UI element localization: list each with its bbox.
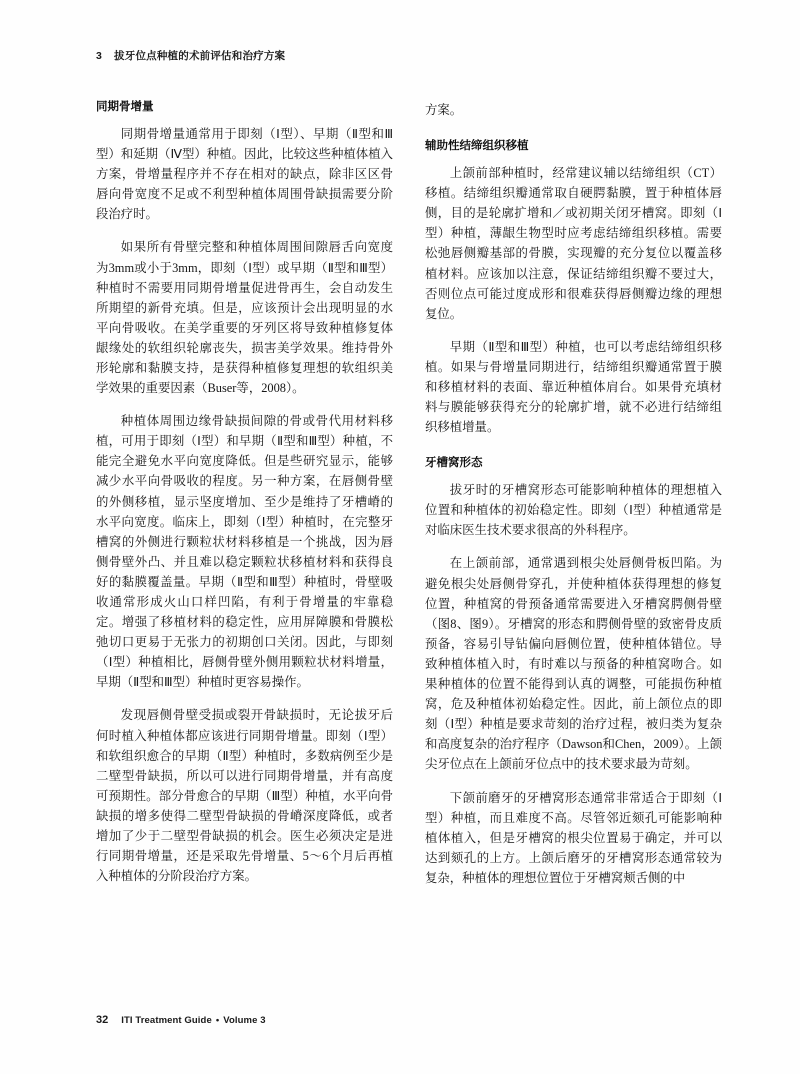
paragraph: 拔牙时的牙槽窝形态可能影响种植体的理想植入位置和种植体的初始稳定性。即刻（Ⅰ型）种植通常是对临床医生技术要求很高的外科程序。 [425,483,722,538]
page-footer [96,1014,722,1026]
chapter-title: 拔牙位点种植的术前评估和治疗方案 [114,50,286,62]
paragraph: 发现唇侧骨壁受损或裂开骨缺损时，无论拔牙后何时植入种植体都应该进行同期骨增量。即刻（Ⅰ型）和软组织愈合的早期（Ⅱ型）种植时，多数病例至少是二壁型骨缺损，所以可以进行同期骨增量，并有高度可预期性。部分骨愈合的早期（Ⅲ型）种植，水平向骨缺损的增多使得二壁型骨缺损的骨嵴深度降低，或者增加了少于二壁型骨缺损的机会。医生必须决定是进行同期骨增量，还是采取先骨增量、5～6个月后再植入种植体的分阶段治疗方案。 [96,708,393,884]
paragraph-continuation: 方案。 [425,103,463,117]
body-columns [96,100,722,980]
paragraph: 如果所有骨壁完整和种植体周围间隙唇舌向宽度为3mm或小于3mm，即刻（Ⅰ型）或早期（Ⅱ型和Ⅲ型）种植时不需要用同期骨增量促进骨再生，会自动发生所期望的新骨充填。但是，应该预计会出现明显的水平向骨吸收。在美学重要的牙列区将导致种植修复体龈缘处的软组织轮廓丧失，损害美学效果。维持骨外形轮廓和黏膜支持，是获得种植修复理想的软组织美学效果的重要因素（Buser等，2008）。 [96,240,393,396]
paragraph: 下颌前磨牙的牙槽窝形态通常非常适合于即刻（Ⅰ型）种植，而且难度不高。尽管邻近颏孔可能影响种植体植入，但是牙槽窝的根尖位置易于确定，并可以达到颏孔的上方。上颌后磨牙的牙槽窝形态通常较为复杂，种植体的理想位置位于牙槽窝颊舌侧的中 [425,790,722,885]
footer-volume: Volume 3 [223,1015,266,1026]
footer-book-title: ITI Treatment Guide [121,1015,212,1026]
page-number: 32 [96,1014,109,1026]
paragraph: 早期（Ⅱ型和Ⅲ型）种植，也可以考虑结缔组织移植。如果与骨增量同期进行，结缔组织瓣通常置于膜和移植材料的表面、靠近种植体肩台。如果骨充填材料与膜能够获得充分的轮廓扩增，就不必进行结缔组织移植增量。 [425,339,722,435]
section-heading-same-stage-bone-augmentation: 同期骨增量 [96,101,154,113]
paragraph: 上颌前部种植时，经常建议辅以结缔组织（CT）移植。结缔组织瓣通常取自硬腭黏膜，置于种植体唇侧，目的是轮廓扩增和／或初期关闭牙槽窝。即刻（Ⅰ型）种植，薄龈生物型时应考虑结缔组织移植。需要松弛唇侧瓣基部的骨膜，实现瓣的充分复位以覆盖移植材料。应该加以注意，保证结缔组织瓣不要过大，否则位点可能过度成形和很难获得唇侧瓣边缘的理想复位。 [425,166,722,321]
paragraph: 种植体周围边缘骨缺损间隙的骨或骨代用材料移植，可用于即刻（Ⅰ型）和早期（Ⅱ型和Ⅲ型）种植，不能完全避免水平向宽度降低。但是些研究显示，能够减少水平向骨吸收的程度。另一种方案，在唇侧骨壁的外侧移植，显示坚度增加、至少是维持了牙槽嵴的水平向宽度。临床上，即刻（Ⅰ型）种植时，在完整牙槽窝的外侧进行颗粒状材料移植是一个挑战，因为唇侧骨壁外凸、并且难以稳定颗粒状移植材料和获得良好的黏膜覆盖量。早期（Ⅱ型和Ⅲ型）种植时，骨壁吸收通常形成火山口样凹陷，有利于骨增量的牢靠稳定。增强了移植材料的稳定性，应用屏障膜和骨膜松弛切口更易于无张力的初期创口关闭。因此，与即刻（Ⅰ型）种植相比，唇侧骨壁外侧用颗粒状材料增量，早期（Ⅱ型和Ⅲ型）种植时更容易操作。 [96,414,393,690]
section-heading-socket-morphology: 牙槽窝形态 [425,457,483,470]
left-column [96,100,393,980]
right-column [425,100,722,980]
paragraph: 同期骨增量通常用于即刻（Ⅰ型）、早期（Ⅱ型和Ⅲ型）和延期（Ⅳ型）种植。因此，比较这些种植体植入方案，骨增量程序并不存在相对的缺点，除非区区骨唇向骨宽度不足或不利型种植体周围骨缺损需要分阶段治疗时。 [96,126,393,222]
paragraph: 在上颌前部，通常遇到根尖处唇侧骨板凹陷。为避免根尖处唇侧骨穿孔，并使种植体获得理想的修复位置，种植窝的骨预备通常需要进入牙槽窝腭侧骨壁（图8、图9）。牙槽窝的形态和腭侧骨壁的致密骨皮质预备，容易引导钻偏向唇侧位置，使种植体错位。导致种植体植入时，有时难以与预备的种植窝吻合。如果种植体的位置不能得到认真的调整，可能损伤种植窝，危及种植体初始稳定性。因此，前上颌位点的即刻（Ⅰ型）种植是要求苛刻的治疗过程，被归类为复杂和高度复杂的治疗程序（Dawson和Chen，2009）。上颌尖牙位点在上颌前牙位点中的技术要求最为苛刻。 [425,556,722,772]
chapter-number: 3 [96,50,103,62]
footer-separator: • [215,1015,220,1026]
running-header [96,48,716,63]
section-heading-connective-tissue-graft: 辅助性结缔组织移植 [425,140,529,153]
